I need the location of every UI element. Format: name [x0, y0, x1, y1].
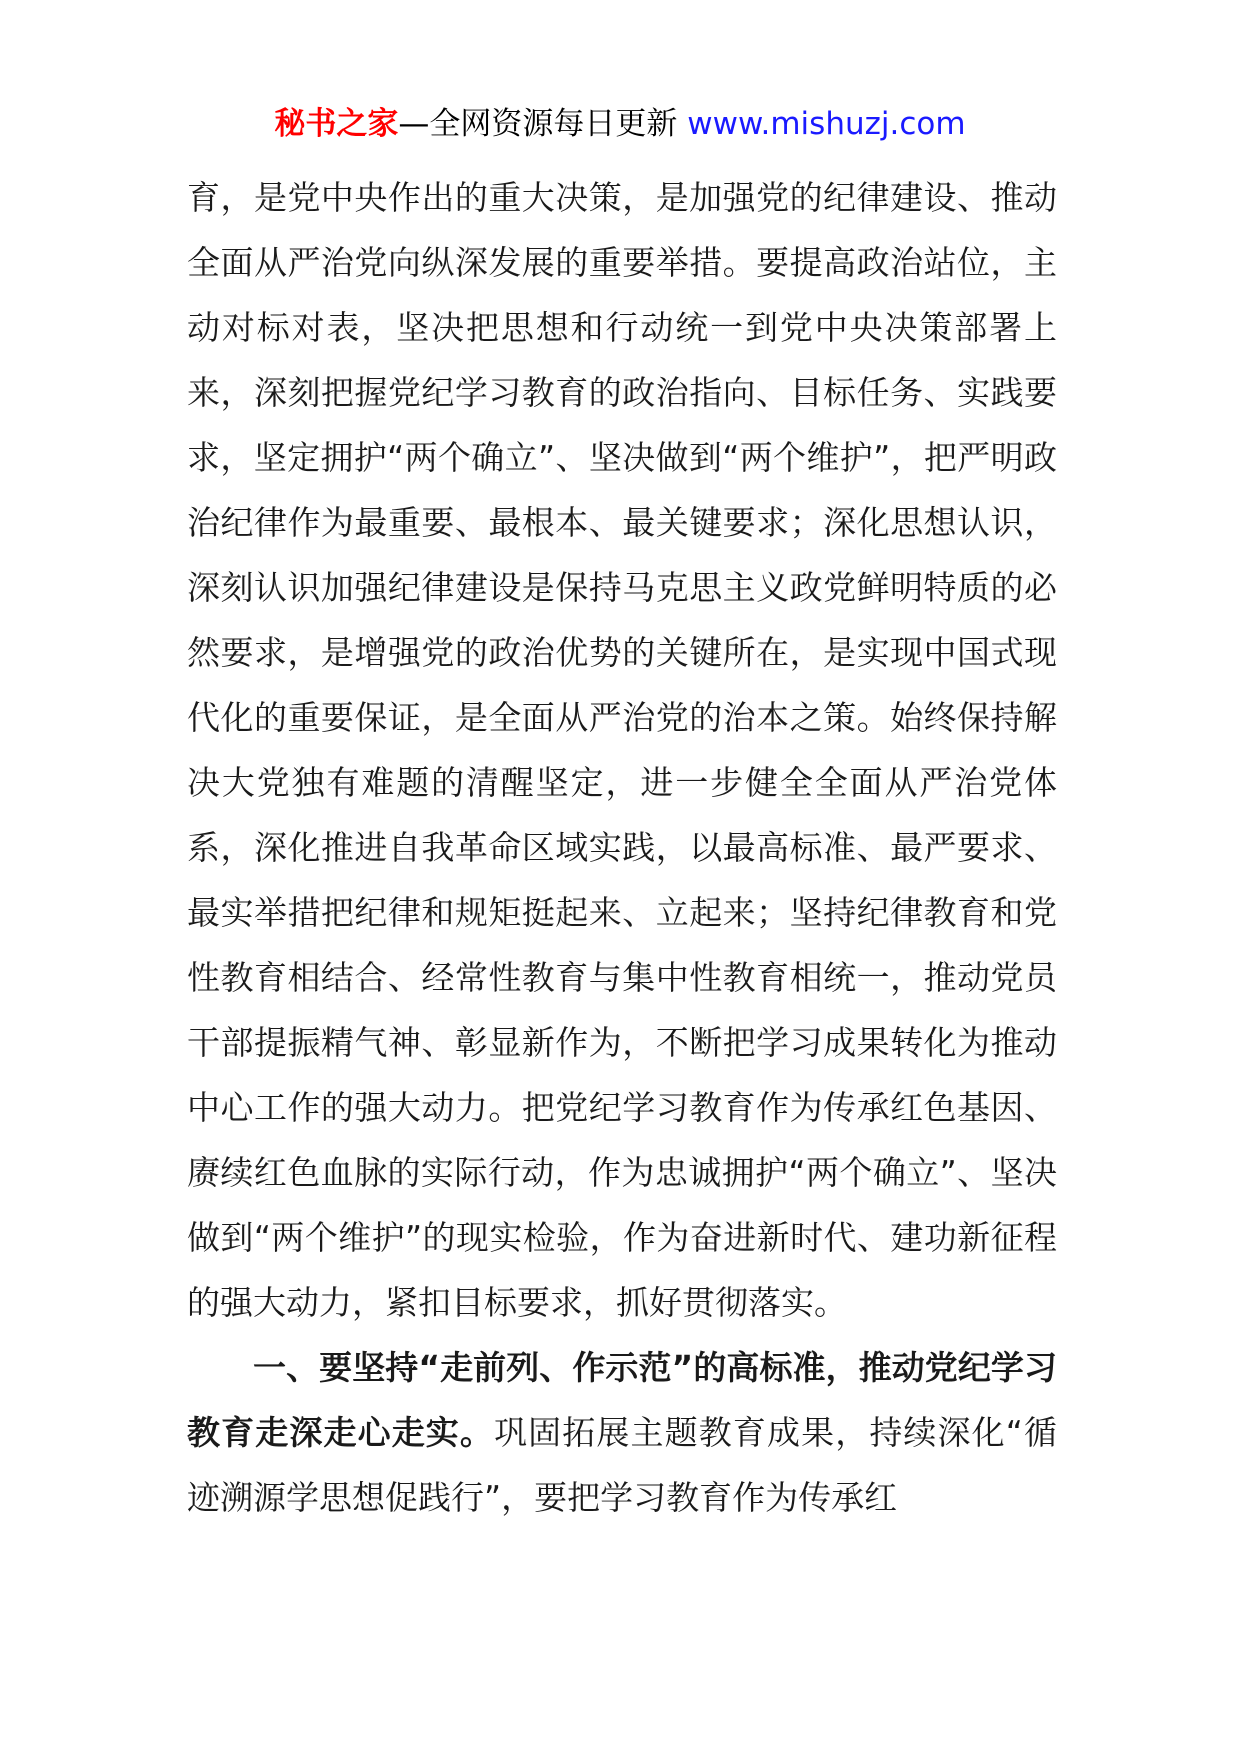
- paragraph-text: 育，是党中央作出的重大决策，是加强党的纪律建设、推动全面从严治党向纵深发展的重要举措。要提高政治站位，主动对标对表，坚决把思想和行动统一到党中央决策部署上来，深刻把握党纪学习教育的政治指向、目标任务、实践要求，坚定拥护“两个确立”、坚决做到“两个维护”，把严明政治纪律作为最重要、最根本、最关键要求；深化思想认识，深刻认识加强纪律建设是保持马克思主义政党鲜明特质的必然要求，是增强党的政治优势的关键所在，是实现中国式现代化的重要保证，是全面从严治党的治本之策。始终保持解决大党独有难题的清醒坚定，进一步健全全面从严治党体系，深化推进自我革命区域实践，以最高标准、最严要求、最实举措把纪律和规矩挺起来、立起来；坚持纪律教育和党性教育相结合、经常性教育与集中性教育相统一，推动党员干部提振精气神、彰显新作为，不断把学习成果转化为推动中心工作的强大动力。把党纪学习教育作为传承红色基因、赓续红色血脉的实际行动，作为忠诚拥护“两个确立”、坚决做到“两个维护”的现实检验，作为奋进新时代、建功新征程的强大动力，紧扣目标要求，抓好贯彻落实。: [187, 178, 1057, 1322]
- body-paragraph: [187, 165, 1057, 1335]
- header-tagline: —全网资源每日更新: [398, 106, 678, 142]
- section-paragraph: [187, 1335, 1057, 1530]
- header-url[interactable]: www.mishuzj.com: [687, 106, 966, 142]
- header-brand: 秘书之家: [274, 106, 399, 142]
- paragraph-text: 巩固拓展主题教育成果，持续深化“循迹溯源学思想促践行”，要把学习教育作为传承红: [187, 1413, 1057, 1517]
- section-heading: 一、要坚持“走前列、作示范”的高标准，推动党纪学习教育走深走心走实。: [187, 1348, 1057, 1452]
- page-header: [0, 100, 1240, 148]
- document-body: [187, 165, 1057, 1530]
